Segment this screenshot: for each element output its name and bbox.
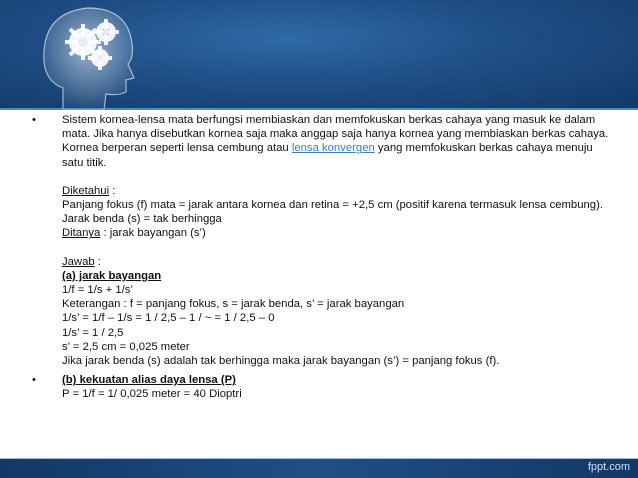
jawab-line: Jika jarak benda (s) adalah tak berhingga maka jarak bayangan (s’) = panjang fokus (f). <box>62 355 500 368</box>
footer-bar <box>0 459 638 478</box>
intro-paragraph: Sistem kornea-lensa mata berfungsi membiaskan dan memfokuskan berkas cahaya yang masuk ke dalam mata. Jika hanya disebutkan kornea saja maka anggap saja hanya kornea yang membiaskan berkas cahaya. Kornea berperan seperti lensa cembung atau lensa konvergen yang memfokuskan berkas cahaya menuju satu titik. <box>62 114 609 169</box>
jawab-line: Keterangan : f = panjang fokus, s = jarak benda, s’ = jarak bayangan <box>62 298 405 311</box>
slide-content <box>32 113 612 402</box>
jawab-line: s’ = 2,5 cm = 0,025 meter <box>62 340 190 353</box>
header-banner <box>0 0 638 110</box>
bullet-item-1 <box>32 113 612 368</box>
diketahui-line-2: Jarak benda (s) = tak berhingga <box>62 213 222 226</box>
diketahui-label: Diketahui <box>62 184 110 197</box>
diketahui-section: Diketahui : Panjang fokus (f) mata = jarak antara kornea dan retina = +2,5 cm (positif karena termasuk lensa cembung). Jarak benda (s) = tak berhingga Ditanya : jarak bayangan (s’) <box>62 184 612 241</box>
part-b-line: P = 1/f = 1/ 0,025 meter = 40 Dioptri <box>62 388 242 401</box>
ditanya-text: : jarak bayangan (s’) <box>100 227 206 240</box>
bullet-marker: • <box>32 114 36 126</box>
header-divider <box>0 108 638 110</box>
jawab-section: Jawab : (a) jarak bayangan 1/f = 1/s + 1/s’ Keterangan : f = panjang fokus, s = jarak benda, s’ = jarak bayangan 1/s’ = 1/f – 1/s = 1 / 2,5 – 1 / ~ = 1 / 2,5 – 0 1/s’ = 1 / 2,5 s’ = 2,5 cm = 0,025 meter Jika jarak benda (s) adalah tak berhingga maka jarak bayangan (s’) = panjang fokus (f). <box>62 255 612 369</box>
diketahui-line-1: Panjang fokus (f) mata = jarak antara kornea dan retina = +2,5 cm (positif karena termasuk lensa cembung). <box>62 199 603 212</box>
brand-label[interactable]: fppt.com <box>587 461 630 473</box>
jawab-label: Jawab <box>62 255 95 268</box>
part-a-title: (a) jarak bayangan <box>62 269 162 282</box>
head-with-gears-icon <box>28 0 148 110</box>
jawab-line: 1/s’ = 1/f – 1/s = 1 / 2,5 – 1 / ~ = 1 / 2,5 – 0 <box>62 312 275 325</box>
ditanya-label: Ditanya <box>62 227 101 240</box>
jawab-line: 1/f = 1/s + 1/s’ <box>62 284 133 297</box>
part-b-title: (b) kekuatan alias daya lensa (P) <box>62 374 236 387</box>
jawab-line: 1/s’ = 1 / 2,5 <box>62 326 124 339</box>
bullet-item-2 <box>32 373 612 401</box>
bullet-marker: • <box>32 374 36 387</box>
lensa-konvergen-link[interactable]: lensa konvergen <box>291 142 375 155</box>
